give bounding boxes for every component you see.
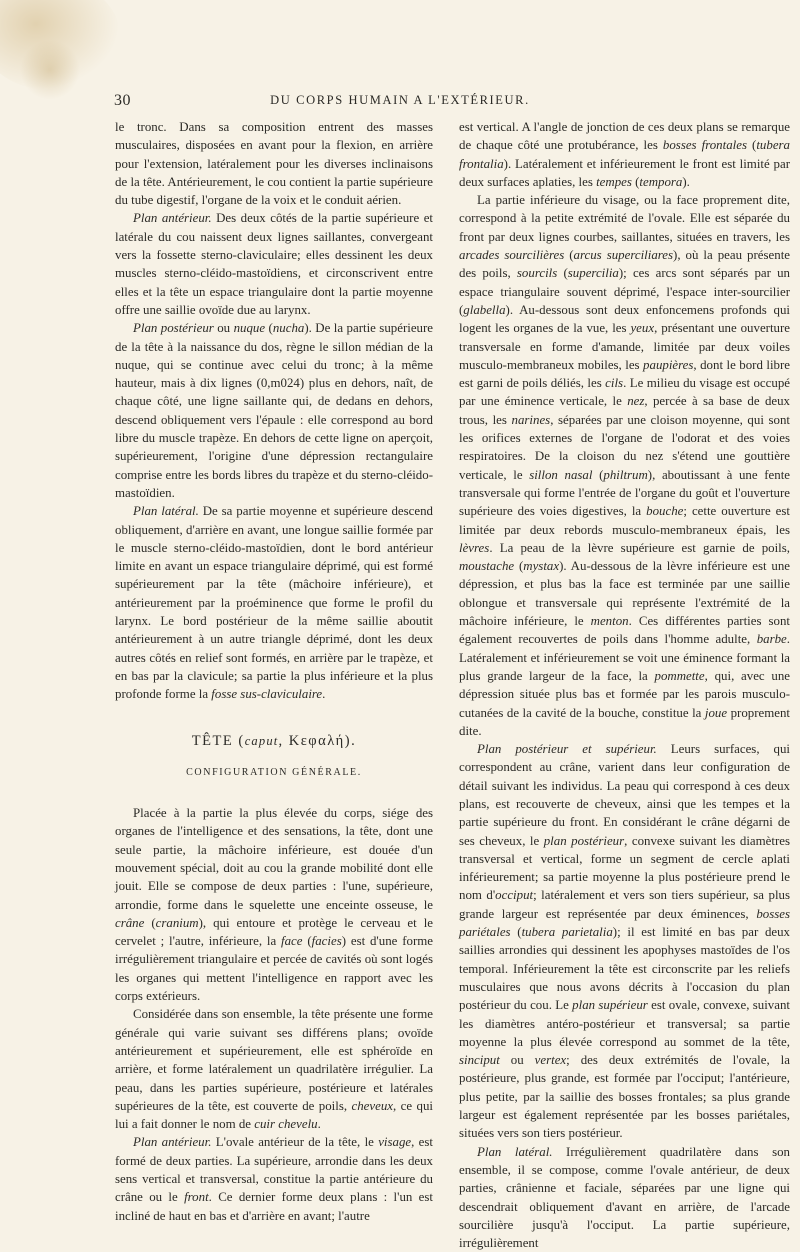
paragraph: Plan antérieur. Des deux côtés de la partie supérieure et latérale du cou naissent deux lignes saillantes, convergeant vers la fossette sterno-claviculaire; elles dessinent les deux muscles sterno-cléido-mastoïdiens, et circonscrivent entre elles et la tête un espace triangulaire dont la partie moyenne offre une saillie ovoïde due au larynx. [115,211,433,317]
latin-term: nucha [272,321,305,336]
term: Plan postérieur [133,321,214,336]
paragraph: Placée à la partie la plus élevée du corps, siége des organes de l'intelligence et des sensations, la tête, dont une seule partie, la mâchoire inférieure, est douée d'un mouvement spécial, doit au cou la grande mobilité dont elle jouit. Elle se compose de deux parties : l'une, supérieure, arrondie, forme dans le squelette une enceinte osseuse, le crâne (cranium), qui entoure et protège le cerveau et le cervelet ; l'autre, inférieure, la face (facies) est d'une forme irrégulièrement triangulaire et percée de cavités où sont logés les organes qui mettent l'intelligence en rapport avec les corps extérieurs. [115,806,434,1004]
left-column [115,118,433,1225]
paragraph: La partie inférieure du visage, ou la face proprement dite, correspond à la petite extrémité de l'ovale. Elle est séparée du front par deux lignes courbes, saillantes, situées en travers, les arcades sourcilières (arcus superciliares), où la peau présente des poils, sourcils (supercilia); ces arcs sont séparés par un espace triangulaire souvent déprimé, l'espace inter-sourcilier (glabella). Au-dessous sont deux enfoncemens profonds qui logent les organes de la vue, les yeux, présentant une ouverture transversale en forme d'amande, limitée par deux voiles musculo-membraneux mobiles, les paupières, dont le bord libre est garni de poils déliés, les cils. Le milieu du visage est occupé par une éminence verticale, le nez, percée à sa base de deux trous, les narines, séparées par une cloison moyenne, qui sont les orifices externes de l'organe de l'odorat et des voies respiratoires. De la cloison du nez s'étend une gouttière verticale, le sillon nasal (philtrum), aboutissant à une fente transversale qui forme l'entrée de l'organe du goût et l'ouverture supérieure des voies digestives, la bouche; cette ouverture est limitée par deux rebords musculo-membraneux épais, les lèvres. La peau de la lèvre supérieure est garnie de poils, moustache (mystax). Au-dessous de la lèvre inférieure est une dépression, et plus bas la face est terminée par une saillie oblongue et transversale qui représente l'extrémité de la mâchoire inférieure, le menton. Ces différentes parties sont également recouvertes de poils dans l'homme adulte, barbe. Latéralement et inférieurement se voit une éminence formant la plus grande largeur de la face, la pommette, qui, avec une dépression située plus bas et formée par les parois musculo-cutanées de la cavité de la bouche, constitue la joue proprement dite. [459,193,791,738]
term: Plan antérieur. [133,211,212,226]
paragraph: Plan postérieur et supérieur. Leurs surfaces, qui correspondent au crâne, varient dans leur configuration de détail suivant les individus. La peau qui correspond à ces deux plans, est recouverte de cheveux, ainsi que les tempes et la partie supérieure du front. En considérant le crâne dégarni de ses cheveux, le plan postérieur, convexe suivant les diamètres transversal et vertical, forme un segment de cercle aplati inférieurement; sa partie moyenne la plus postérieure prend le nom d'occiput; latéralement et vers son tiers supérieur, sa plus grande largeur est représentée par deux éminences, bosses pariétales (tubera parietalia); il est limité en bas par deux saillies arrondies qui dessinent les apophyses mastoïdes de l'os temporal. Inférieurement la tête est circonscrite par les reliefs musculaires que nous avons décrits à l'occasion du plan postérieur du cou. Le plan supérieur est ovale, convexe, suivant les diamètres antéro-postérieur et transversal; sa partie moyenne la plus élevée correspond au sommet de la tête, sinciput ou vertex; des deux extrémités de l'ovale, la postérieure, plus grande, est formée par l'occiput; l'antérieure, plus petite, par la saillie des bosses frontales; sa plus grande largeur est également représentée par les bosses pariétales, situées vers son tiers postérieur. [459,742,791,1141]
paper-stain [20,40,80,100]
paragraph: Plan latéral. Irrégulièrement quadrilatère dans son ensemble, il se compose, comme l'ovale antérieur, de deux parties, crânienne et faciale, séparées par une ligne qui descendrait obliquement d'avant en arrière, de l'arcade sourcilière jusqu'à l'occiput. La partie supérieure, irrégulièrement [459,1144,790,1251]
term: fosse sus-claviculaire [211,687,323,702]
term: nuque [233,321,266,336]
paper-stain [0,0,120,90]
paragraph: le tronc. Dans sa composition entrent des masses musculaires, disposées en avant pour la flexion, en arrière pour l'extension, latéralement pour les diverses inclinaisons de la tête. Antérieurement, le cou contient la partie supérieure du tube digestif, l'organe de la voix et le conduit aérien. [115,120,433,208]
subsection-title: CONFIGURATION GÉNÉRALE. [186,766,362,778]
term: Plan latéral. [477,1144,553,1159]
page-header [0,92,800,116]
paragraph: Plan postérieur ou nuque (nucha). De la partie supérieure de la tête à la naissance du dos, règne le sillon médian de la nuque, qui se continue avec celui du tronc; à la même hauteur, mais à dix lignes (0,m024) plus en dehors, naît, de chaque côté, une ligne saillante qui, de dedans en dehors, descend obliquement vers l'épaule : elle correspond au bord libre du muscle trapèze. En dehors de cette ligne on aperçoit, supérieurement, l'origine d'une dépression rectangulaire comprise entre les bords libres du trapèze et du sterno-cléido-mastoïdien. [115,321,433,500]
running-head: DU CORPS HUMAIN A L'EXTÉRIEUR. [270,93,530,107]
paragraph: est vertical. A l'angle de jonction de ces deux plans se remarque de chaque côté une protubérance, les bosses frontales (tubera frontalia). Latéralement et inférieurement le front est limité par deux surfaces aplaties, les tempes (tempora). [459,120,790,189]
term: Plan postérieur et supérieur. [477,742,657,757]
right-column [459,118,790,1252]
term: Plan antérieur. [133,1135,212,1150]
term: Plan latéral. [133,504,199,519]
paragraph: Plan latéral. De sa partie moyenne et supérieure descend obliquement, d'arrière en avant, une longue saillie formée par le muscle sterno-cléido-mastoïdien, dont le bord antérieur limite en avant un espace triangulaire déprimé, qui est formé supérieurement par la tête (mâchoire inférieure), et antérieurement par la proéminence que forme le profil du larynx. Le bord postérieur de la même saillie aboutit antérieurement à un autre triangle déprimé, dont les deux autres côtés en relief sont formés, en arrière par le trapèze, et en bas par la clavicule; sa partie la plus inférieure et la plus profonde forme la fosse sus-claviculaire. [115,504,433,702]
paragraph: Plan antérieur. L'ovale antérieur de la tête, le visage, est formé de deux parties. La supérieure, arrondie dans les deux sens vertical et transversal, constitue la partie antérieure du crâne ou le front. Ce dernier forme deux plans : l'un est incliné de haut en bas et d'arrière en avant; l'autre [115,1135,434,1223]
paragraph: Considérée dans son ensemble, la tête présente une forme générale qui varie suivant ses différens plans; ovoïde antérieurement et supérieurement, elle est sphéroïde en arrière, et forme latéralement un quadrilatère irrégulier. La peau, dans les parties supérieure, postérieure et latérales supérieures de la tête, est couverte de poils, cheveux, ce qui lui a fait donner le nom de cuir chevelu. [115,1007,433,1132]
page-number: 30 [114,92,131,109]
section-title: TÊTE (caput, Κεφαλή). [191,732,357,749]
latin-term: caput [244,733,279,748]
